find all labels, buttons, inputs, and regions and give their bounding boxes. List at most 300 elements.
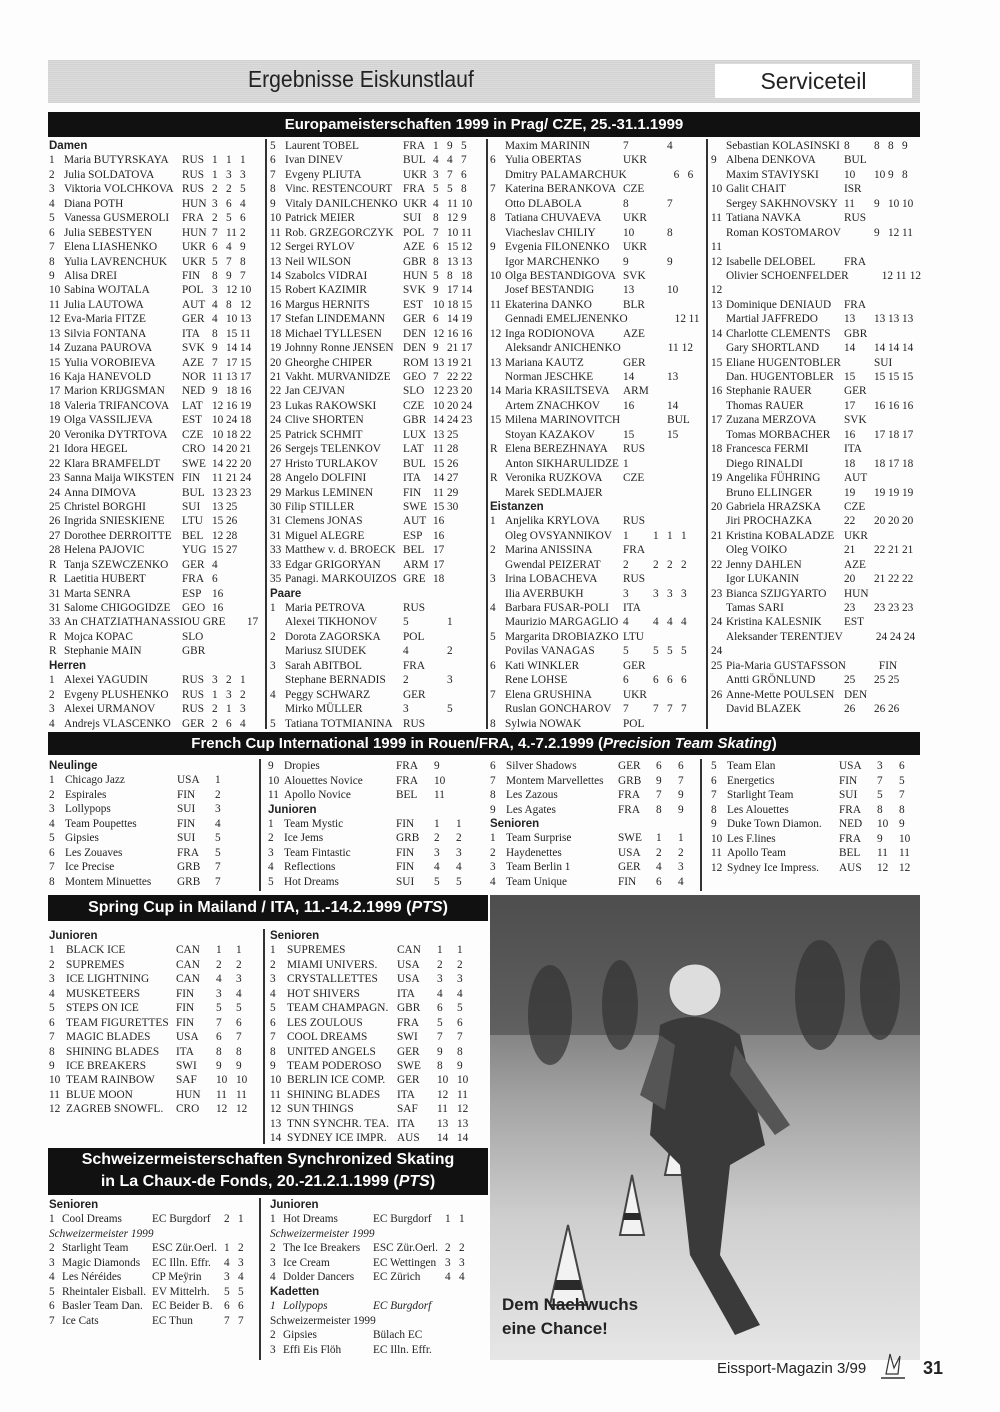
score-2 [667,630,681,644]
score-1 [433,688,447,702]
rank: 9 [490,241,496,254]
french-column [49,759,261,891]
score-1 [654,341,668,355]
result-row [49,1256,259,1270]
score-1 [874,182,888,196]
score-2 [447,630,461,644]
rank: 2 [49,788,55,801]
score-2: 7 [899,789,905,801]
score-3: 13 [461,255,473,268]
name: Edgar GRIGORYAN [285,558,381,571]
rank: 8 [490,717,496,730]
rank: 22 [49,457,61,470]
score-2: 18 [447,298,459,311]
rank: 20 [270,356,282,369]
rank: 3 [490,573,496,586]
result-row [49,788,259,803]
result-row [490,139,706,153]
nation: AUT [844,472,868,485]
nation: RUS [623,515,645,528]
nation: LTU [623,630,644,643]
nation: SAF [397,1103,418,1116]
name: Alexei URMANOV [64,703,156,716]
score-1: 18 [433,573,445,586]
result-row [270,987,486,1001]
rank: 8 [49,255,55,268]
score-1: 2 [212,183,218,196]
name: Marina ANISSINA [505,544,593,557]
skater-logo-icon [878,1350,908,1382]
rank: 5 [49,832,55,845]
name: Mariusz SIUDEK [285,645,367,658]
score-1: 8 [216,1045,222,1058]
result-row [490,356,706,370]
score-1: 7 [433,226,439,239]
rank [490,615,505,629]
name: Evgeny PLUSHENKO [64,688,169,701]
nation: SUI [177,803,196,816]
rank: 31 [49,587,61,600]
score-2: 12 [888,226,900,239]
score-1: 1 [656,832,662,845]
result-row [490,283,706,297]
nation: CAN [176,944,200,957]
spring-column [49,929,265,1144]
name: Yulia LAVRENCHUK [64,255,168,268]
score-3: 1 [240,154,246,167]
rank: 11 [711,241,722,254]
score-2: 6 [226,197,232,210]
nation: FRA [396,760,418,772]
rank: 7 [49,241,55,254]
club: Bülach EC [373,1329,423,1342]
nation: SVK [844,414,867,427]
nation: AZE [182,356,204,369]
score-2 [888,182,902,196]
rank: 4 [49,1271,55,1284]
rank: 2 [268,832,274,845]
score-2: 9 [667,255,673,268]
nation: USA [177,774,200,787]
rank: 1 [49,944,55,957]
rank: 9 [268,760,274,772]
name: Marion KRIJGSMAN [64,385,165,398]
result-row [711,457,921,471]
rank: 18 [711,443,723,456]
result-row [270,1212,486,1226]
name: Idora HEGEL [64,443,128,456]
result-row [711,572,921,586]
team: Cool Dreams [62,1213,122,1226]
nation: NED [182,385,206,398]
name: Julia SEBESTYEN [64,226,153,239]
score-1 [433,717,447,731]
name: Veronika DYTRTOVA [64,428,168,441]
score-2: 16 [447,327,459,340]
score-2 [667,514,681,528]
nation: EST [403,298,424,311]
rank [711,630,726,644]
team: TNN SYNCHR. TEA. [287,1117,390,1130]
rank: 13 [490,356,502,369]
rank: 7 [49,1031,55,1044]
name: Veronika RUZKOVA [505,472,603,485]
score-2: 7 [457,1031,463,1044]
rank: 4 [49,717,55,730]
rank: 1 [270,602,276,614]
rank: 26 [711,688,723,701]
team: Starlight Team [727,789,794,801]
champion-note: Schweizermeister 1999 [270,1314,376,1327]
rank: 10 [270,212,282,225]
result-row [49,572,265,586]
result-row [49,370,265,384]
nation: 5 [623,645,629,658]
name: Elena LIASHENKO [64,241,158,254]
rank: 5 [49,1285,55,1298]
rank: 31 [49,602,61,614]
result-row [270,1270,486,1284]
nation: RUS [182,168,204,181]
score-2: 23 [447,385,459,398]
score-2 [667,717,681,731]
club: EC Burgdorf [373,1213,432,1226]
nation: SWE [403,500,427,513]
score-1: 10 [874,168,886,181]
score-2 [888,153,902,167]
nation: HUN [403,269,428,282]
nation: 19 [844,486,856,499]
nation: SUI [403,212,422,225]
nation: ISR [844,183,862,196]
score-2 [226,644,240,658]
nation: BEL [396,789,418,801]
score-3: 15 [461,298,473,311]
score-1: 8 [212,269,218,282]
result-row [490,211,706,225]
category-heading: Junioren [270,1199,319,1211]
rank: 24 [49,486,61,499]
result-row [49,298,265,312]
swiss-title-line2: in La Chaux-de Fonds, 20.-21.2.1.1999 ( [100,1173,399,1190]
score-3: 24 [461,399,473,412]
result-row [270,442,486,456]
team: Rheintaler Eisball. [62,1285,147,1298]
score-2: 24 [226,414,238,427]
nation: GRB [618,774,642,787]
name: Ingrida SNIESKIENE [64,515,165,528]
score-2 [447,543,461,557]
score-2: 7 [667,703,673,716]
team: Team Unique [506,875,568,888]
score-2: 6 [236,1016,242,1029]
swiss-title-italic: PTS [398,1173,430,1190]
score-2: 11 [226,226,237,239]
score-3: 14 [902,342,914,355]
score-2 [667,442,681,456]
nation: FRA [182,573,204,586]
score-1: 7 [215,875,221,888]
rank: 20 [49,428,61,441]
rank: 6 [49,846,55,859]
score-2: 3 [236,973,242,986]
nation: GER [403,313,426,326]
score-2: 23 [888,602,900,614]
score-1: 3 [216,987,222,1000]
nation: ITA [182,327,200,340]
result-row [711,428,921,442]
score-1: 16 [433,529,445,542]
rank: 9 [711,818,717,830]
rank: 5 [270,1002,276,1015]
name: Marek SEDLMAJER [505,486,603,499]
nation: 1 [623,457,629,470]
result-row [49,529,265,543]
score-3: 7 [461,154,467,167]
nation: 6 [623,674,629,687]
name: Gary SHORTLAND [726,342,820,355]
rank: 12 [711,255,723,268]
result-row [711,283,921,297]
score-3: 23 [461,414,473,427]
name: Klara BRAMFELDT [64,457,161,470]
score-1 [653,327,667,341]
rank: 7 [490,183,496,196]
rank: 33 [49,616,61,629]
score-2: 1 [456,817,462,830]
rank: 4 [490,875,496,888]
score-2 [888,587,902,601]
result-row [711,442,921,456]
rank: 5 [270,140,276,152]
score-2: 11 [457,1088,468,1101]
rank: 12 [49,313,61,326]
rank: 10 [49,284,61,297]
rank [490,529,505,543]
score-1: 3 [212,284,218,297]
result-row [490,240,706,254]
section-label: Serviceteil [715,64,912,98]
rank [490,283,505,297]
nation: USA [397,973,420,986]
nation: GER [397,1045,420,1058]
name: Jenny DAHLEN [726,558,802,571]
rank: 22 [270,385,282,398]
name: Christel BORGHI [64,500,146,513]
score-1: 16 [212,602,224,614]
nation: UKR [403,168,427,181]
score-1: 3 [212,197,218,210]
name: Filip STILLER [285,500,355,513]
score-1: 10 [212,428,224,441]
name: Maria BUTYRSKAYA [64,154,169,167]
name: Helena PAJOVIC [64,544,145,557]
score-2: 18 [888,428,900,441]
score-3: 14 [461,284,473,297]
nation: HUN [182,197,207,210]
name: Kati WINKLER [505,659,580,672]
name: Miguel ALEGRE [285,529,365,542]
team: TEAM FIGURETTES [66,1016,169,1029]
nation: USA [618,846,641,859]
team: Dolder Dancers [283,1271,355,1284]
name: Hristo TURLAKOV [285,457,378,470]
score-1: 4 [434,861,440,874]
category-heading: Senioren [49,1199,99,1211]
nation: GER [397,1074,420,1087]
score-1 [653,601,667,615]
score-1 [653,630,667,644]
rank: 8 [711,803,717,816]
team: SUPREMES [287,944,346,957]
team: Team Berlin 1 [506,861,571,874]
score-2: 9 [888,168,894,181]
name: Dorota ZAGORSKA [285,630,381,643]
score-3: 6 [240,212,246,225]
nation: AUT [182,298,206,311]
rank: 12 [711,861,723,874]
name: Anjelika KRYLOVA [505,515,600,528]
rank: R [49,645,57,658]
score-1: 6 [216,1031,222,1044]
result-row [49,514,265,528]
name: Stephanie RAUER [726,385,812,398]
name: Otto DLABOLA [505,197,582,210]
result-row [490,226,706,240]
score-1: 9 [874,226,880,239]
nation: FRA [396,774,418,787]
rank [711,572,726,586]
score-1 [874,688,888,702]
result-row [268,846,480,861]
score-2: 1 [667,529,673,542]
team: BLACK ICE [66,944,126,957]
score-3: 11 [461,226,472,239]
rank [711,139,726,153]
rank: 5 [49,1002,55,1015]
name: An CHATZIATHANASSIOU [64,616,200,629]
score-2: 3 [226,688,232,701]
result-row [711,817,921,832]
team: SUPREMES [66,958,125,971]
name: Josef BESTANDIG [505,284,595,297]
result-row [270,972,486,986]
score-2: 11 [447,197,458,210]
score-1: 1 [215,774,221,787]
name: Laurent TOBEL [285,140,359,152]
result-row [270,659,486,673]
french-cup-heading [48,732,920,755]
name: Laetitia HUBERT [64,573,146,586]
rank: 3 [49,1256,55,1269]
nation: SLO [403,385,425,398]
europa-column [490,139,708,729]
score-1 [874,211,888,225]
nation: 7 [623,140,629,152]
result-row [711,356,921,370]
nation: 10 [623,226,635,239]
rank: 25 [711,659,723,672]
nation: FIN [177,817,196,830]
score-2: 2 [226,674,232,687]
nation: YUG [182,544,207,557]
nation: 22 [844,515,856,528]
score-1 [653,211,667,225]
score-2: 13 [667,371,679,383]
name: Rob. GRZEGORCZYK [285,226,394,239]
nation: 21 [844,544,856,557]
score-2: 10 [236,1074,248,1087]
nation: RUS [623,573,645,586]
swiss-title-end: ) [429,1173,436,1190]
nation: GRB [177,861,201,874]
result-row [490,860,700,875]
score-3: 3 [240,703,246,716]
nation: UKR [623,212,647,225]
nation: 3 [623,587,629,600]
score-2: 9 [899,818,905,830]
score-2 [897,659,911,673]
score-2: 17 [246,616,259,629]
nation: FRA [844,298,866,311]
result-row [711,500,921,514]
score-3: 8 [902,168,908,181]
score-2: 2 [226,183,232,196]
team: Les Zouaves [65,846,123,859]
nation: NOR [182,371,206,383]
team: Les F.lines [727,832,776,845]
score-1 [653,197,667,211]
score-1 [874,283,888,297]
score-3: 7 [240,269,246,282]
result-row [49,197,265,211]
nation: FRA [839,832,861,845]
name: Robert KAZIMIR [285,284,367,297]
score-1: 5 [212,255,218,268]
result-row [270,558,486,572]
score-1: 13 [212,486,224,499]
score-1: 5 [224,1285,230,1298]
nation: AUS [397,1132,420,1145]
score-1: 8 [212,327,218,340]
score-1: 4 [224,1256,230,1269]
score-3: 9 [461,212,467,225]
nation: 13 [844,313,856,326]
name: Diana POTH [64,197,124,210]
score-1: 14 [433,414,445,427]
score-1 [233,615,247,629]
score-3: 15 [902,371,914,383]
rank [270,702,285,716]
result-row [268,817,480,832]
result-row [270,500,486,514]
score-3: 9 [240,241,246,254]
result-row [49,255,265,269]
score-2: 13 [226,371,238,383]
score-1: 9 [874,197,880,210]
result-row [711,312,921,326]
score-2 [447,688,461,702]
score-3: 2 [240,688,246,701]
score-3: 10 [902,197,914,210]
nation: FIN [618,875,637,888]
rank: 21 [49,443,61,456]
score-2 [667,659,681,673]
team: SYDNEY ICE IMPR. [287,1132,387,1145]
score-2 [226,630,240,644]
rank: 9 [49,269,55,282]
score-1: 1 [653,529,659,542]
